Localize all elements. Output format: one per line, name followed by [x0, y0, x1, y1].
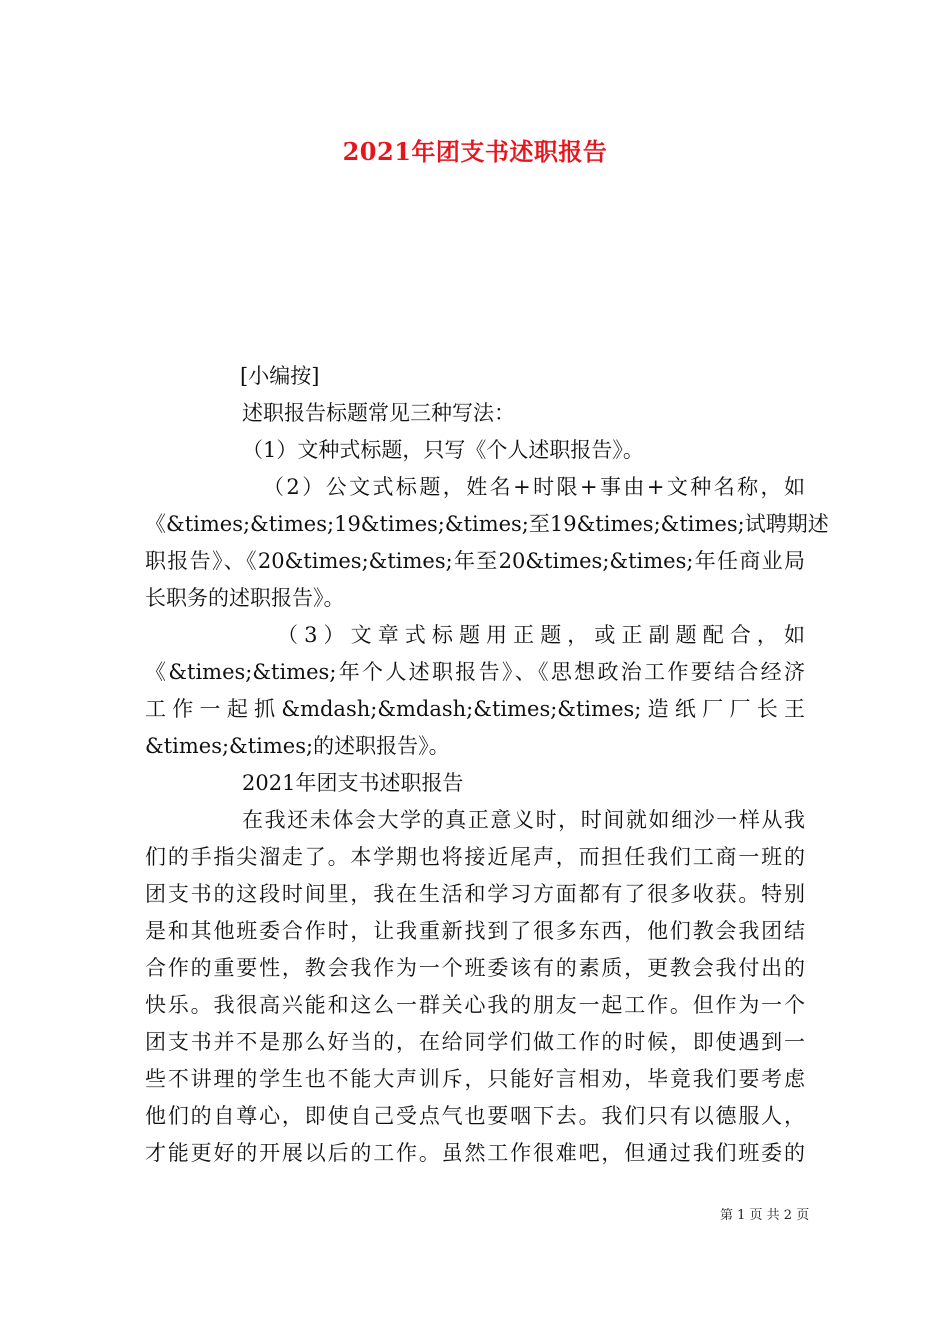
body-line: 合作的重要性，教会我作为一个班委该有的素质，更教会我付出的	[145, 956, 805, 980]
body-line: 他们的自尊心，即使自己受点气也要咽下去。我们只有以德服人，	[145, 1104, 805, 1128]
body-line: 团支书并不是那么好当的，在给同学们做工作的时候，即使遇到一	[145, 1030, 805, 1054]
editor-note-label: [小编按]	[240, 364, 320, 388]
page-number: 第 1 页 共 2 页	[720, 1208, 810, 1223]
body-line: 长职务的述职报告》。	[145, 586, 345, 610]
body-line: 是和其他班委合作时，让我重新找到了很多东西，他们教会我团结	[145, 919, 805, 943]
body-line: 快乐。我很高兴能和这么一群关心我的朋友一起工作。但作为一个	[145, 993, 805, 1017]
body-line: 工作一起抓&mdash;&mdash;&times;&times;造纸厂厂长王	[145, 697, 805, 721]
section-heading: 2021年团支书述职报告	[242, 771, 464, 795]
body-line: 些不讲理的学生也不能大声训斥，只能好言相劝，毕竟我们要考虑	[145, 1067, 805, 1091]
body-line: （1）文种式标题，只写《个人述职报告》。	[242, 438, 644, 462]
body-line: 述职报告标题常见三种写法：	[242, 401, 515, 425]
body-line: 才能更好的开展以后的工作。虽然工作很难吧，但通过我们班委的	[145, 1141, 805, 1165]
body-line: （2）公文式标题，姓名+时限+事由+文种名称，如	[263, 475, 805, 499]
body-line: 在我还未体会大学的真正意义时，时间就如细沙一样从我	[242, 808, 805, 832]
body-line: 《&times;&times;年个人述职报告》、《思想政治工作要结合经济	[145, 660, 805, 684]
body-line: 团支书的这段时间里，我在生活和学习方面都有了很多收获。特别	[145, 882, 805, 906]
body-line: &times;&times;的述职报告》。	[145, 734, 450, 758]
body-line: 们的手指尖溜走了。本学期也将接近尾声，而担任我们工商一班的	[145, 845, 805, 869]
body-line: （3）文章式标题用正题，或正副题配合，如	[277, 623, 805, 647]
body-line: 《&times;&times;19&times;&times;至19&times;&times;试聘期述	[145, 512, 829, 536]
body-line: 职报告》、《20&times;&times;年至20&times;&times;年任商业局	[145, 549, 805, 573]
page-title: 2021年团支书述职报告	[342, 137, 608, 166]
